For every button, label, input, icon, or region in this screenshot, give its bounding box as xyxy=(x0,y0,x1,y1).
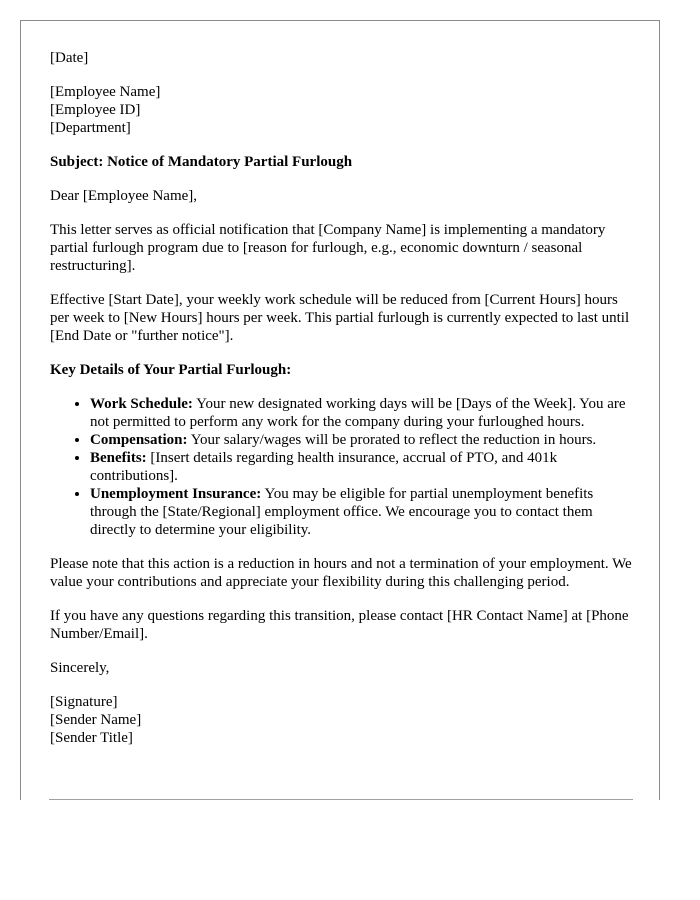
list-item xyxy=(90,395,640,431)
signature-placeholder: [Signature] xyxy=(50,694,118,710)
item-label-unemployment-insurance: Unemployment Insurance: xyxy=(90,486,262,502)
letter-page xyxy=(20,20,660,800)
recipient-block xyxy=(50,83,640,137)
questions-paragraph: If you have any questions regarding this transition, please contact [HR Contact Name] at [Phone Number/Email]. xyxy=(50,608,629,642)
signature-block xyxy=(50,693,640,747)
intro-paragraph: This letter serves as official notification that [Company Name] is implementing a mandatory partial furlough program due to [reason for furlough, e.g., economic downturn / seasonal restructuring]. xyxy=(50,222,606,274)
item-text-benefits: [Insert details regarding health insurance, accrual of PTO, and 401k contributions]. xyxy=(90,450,558,484)
sign-off: Sincerely, xyxy=(50,660,110,676)
key-details-list xyxy=(50,395,640,539)
item-text-compensation: Your salary/wages will be prorated to reflect the reduction in hours. xyxy=(187,432,597,448)
subject-line xyxy=(50,153,640,171)
letter-date: [Date] xyxy=(50,50,89,66)
item-label-compensation: Compensation: xyxy=(90,432,188,448)
item-label-benefits: Benefits: xyxy=(90,450,147,466)
sender-title: [Sender Title] xyxy=(50,730,133,746)
greeting: Dear [Employee Name], xyxy=(50,188,198,204)
subject-label: Subject: xyxy=(50,154,104,170)
recipient-name: [Employee Name] xyxy=(50,84,161,100)
recipient-department: [Department] xyxy=(50,120,131,136)
list-item xyxy=(90,449,640,485)
subject-text: Notice of Mandatory Partial Furlough xyxy=(107,154,353,170)
letter-content xyxy=(50,49,640,763)
list-item xyxy=(90,431,640,449)
item-text-work-schedule: Your new designated working days will be [Days of the Week]. You are not permitted to perform any work for the company during your furloughed hours. xyxy=(90,396,626,430)
item-label-work-schedule: Work Schedule: xyxy=(90,396,193,412)
sender-name: [Sender Name] xyxy=(50,712,142,728)
item-text-unemployment-insurance: You may be eligible for partial unemployment benefits through the [State/Regional] employment office. We encourage you to contact them directly to determine your eligibility. xyxy=(90,486,594,538)
effective-paragraph: Effective [Start Date], your weekly work schedule will be reduced from [Current Hours] hours per week to [New Hours] hours per week. This partial furlough is currently expected to last until [End Date or "further notice"]. xyxy=(50,292,630,344)
note-paragraph: Please note that this action is a reduction in hours and not a termination of your employment. We value your contributions and appreciate your flexibility during this challenging period. xyxy=(50,556,632,590)
recipient-id: [Employee ID] xyxy=(50,102,141,118)
list-item xyxy=(90,485,640,539)
footer-divider xyxy=(49,799,633,800)
key-details-heading: Key Details of Your Partial Furlough: xyxy=(50,362,292,378)
